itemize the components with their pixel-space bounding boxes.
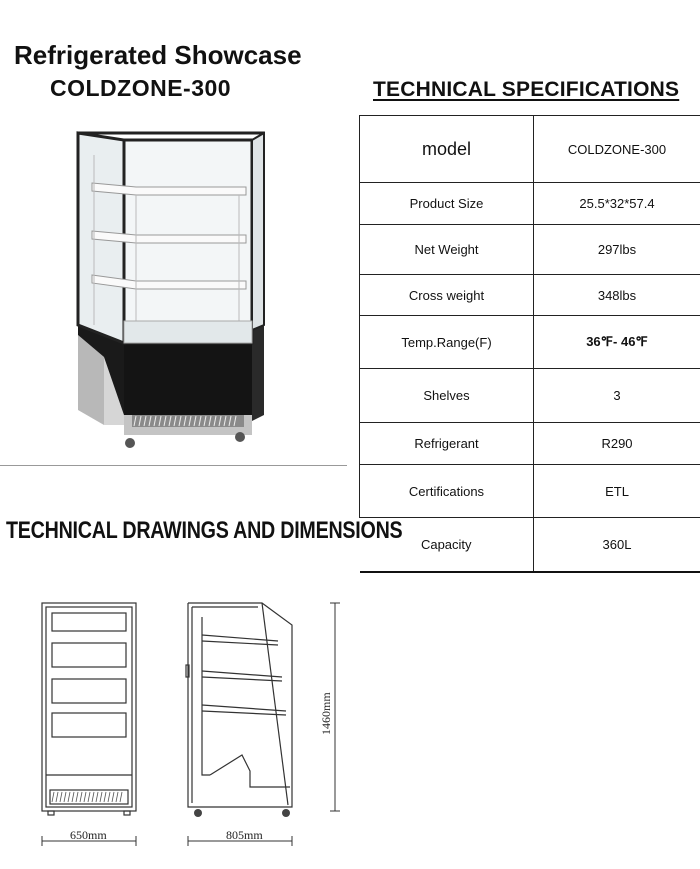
product-model: COLDZONE-300 <box>50 75 232 101</box>
section-divider <box>0 465 347 466</box>
table-row <box>360 183 700 225</box>
spec-value: 360L <box>534 518 700 572</box>
spec-label: Cross weight <box>360 275 534 316</box>
table-row <box>360 369 700 423</box>
table-row <box>360 518 700 572</box>
table-row <box>360 465 700 518</box>
spec-value: COLDZONE-300 <box>534 116 700 183</box>
product-photo <box>74 125 270 455</box>
table-row <box>360 275 700 316</box>
specs-table <box>359 115 700 573</box>
technical-drawings <box>30 595 360 855</box>
spec-label: Net Weight <box>360 225 534 275</box>
spec-value: 3 <box>534 369 700 423</box>
spec-value: 297lbs <box>534 225 700 275</box>
spec-label: model <box>360 116 534 183</box>
width-dimension-label: 650mm <box>70 828 107 842</box>
spec-value: 348lbs <box>534 275 700 316</box>
depth-dimension-label: 805mm <box>226 828 263 842</box>
spec-value: 25.5*32*57.4 <box>534 183 700 225</box>
table-row <box>360 116 700 183</box>
table-row <box>360 225 700 275</box>
spec-label: Refrigerant <box>360 423 534 465</box>
height-dimension-label: 1460mm <box>319 692 333 735</box>
spec-label: Capacity <box>360 518 534 572</box>
spec-value: 36℉- 46℉ <box>534 316 700 369</box>
spec-label: Certifications <box>360 465 534 518</box>
spec-label: Shelves <box>360 369 534 423</box>
spec-value: R290 <box>534 423 700 465</box>
product-title: Refrigerated Showcase <box>14 40 302 70</box>
table-row <box>360 423 700 465</box>
spec-label: Temp.Range(F) <box>360 316 534 369</box>
spec-label: Product Size <box>360 183 534 225</box>
drawings-heading: TECHNICAL DRAWINGS AND DIMENSIONS <box>6 517 403 544</box>
table-row <box>360 316 700 369</box>
specs-heading: TECHNICAL SPECIFICATIONS <box>373 78 680 101</box>
spec-value: ETL <box>534 465 700 518</box>
